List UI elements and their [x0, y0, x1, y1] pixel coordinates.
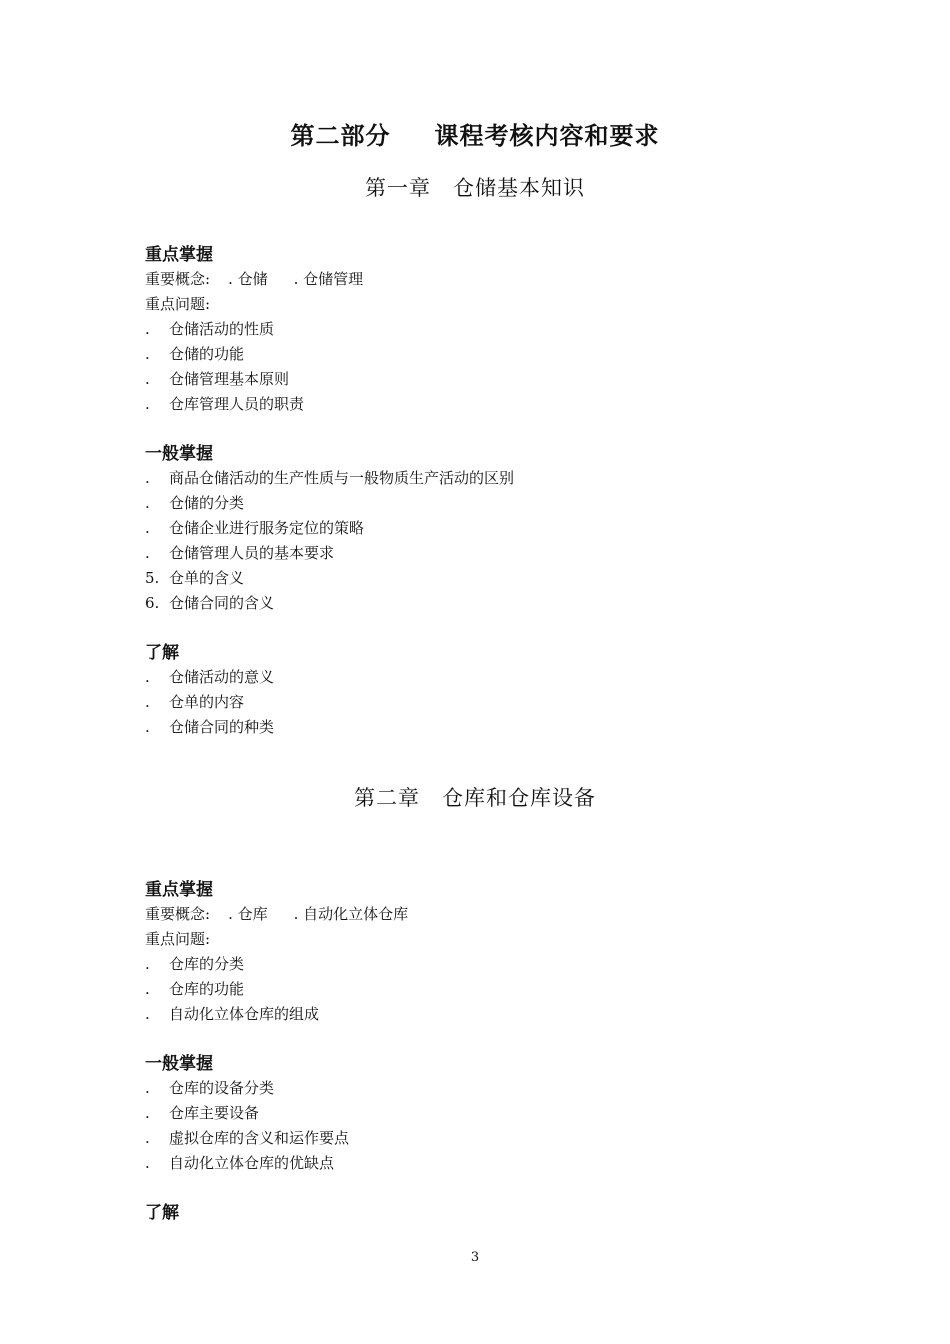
ch2-concept: . 自动化立体仓库 [293, 905, 409, 923]
list-item: 6. 仓储合同的含义 [145, 594, 275, 612]
chapter2-name: 仓库和仓库设备 [442, 786, 596, 810]
list-item: . 仓储企业进行服务定位的策略 [145, 519, 365, 537]
chapter1-name: 仓储基本知识 [453, 176, 585, 200]
ch1-understand-heading: 了解 [145, 643, 179, 663]
list-item: . 仓库的分类 [145, 955, 245, 973]
list-item: . 仓库管理人员的职责 [145, 395, 305, 413]
ch2-concept: . 仓库 [228, 905, 268, 923]
ch2-key-heading: 重点掌握 [145, 880, 213, 900]
list-item: . 仓库的功能 [145, 980, 245, 998]
page-number: 3 [470, 1250, 480, 1265]
list-item: . 仓储管理基本原则 [145, 370, 290, 388]
list-item: . 仓储的功能 [145, 345, 245, 363]
list-item: . 自动化立体仓库的优缺点 [145, 1154, 335, 1172]
ch1-issues-label: 重点问题: [145, 295, 211, 313]
list-item: . 虚拟仓库的含义和运作要点 [145, 1129, 350, 1147]
ch2-understand-heading: 了解 [145, 1203, 179, 1223]
chapter1-label: 第一章 [365, 176, 431, 200]
list-item: . 仓库的设备分类 [145, 1079, 275, 1097]
ch1-concept: . 仓储管理 [293, 270, 364, 288]
ch1-concepts-label: 重要概念: [145, 270, 211, 288]
list-item: . 仓库主要设备 [145, 1104, 260, 1122]
part-title [0, 116, 950, 151]
ch2-concepts-line [145, 903, 408, 924]
chapter2-label: 第二章 [354, 786, 420, 810]
list-item: 5. 仓单的含义 [145, 569, 245, 587]
ch2-general-heading: 一般掌握 [145, 1054, 213, 1074]
chapter2-title [0, 782, 950, 812]
list-item: . 仓储的分类 [145, 494, 245, 512]
chapter1-title [0, 172, 950, 202]
ch2-concepts-label: 重要概念: [145, 905, 211, 923]
ch1-general-heading: 一般掌握 [145, 444, 213, 464]
ch1-concepts-line [145, 268, 363, 289]
part-name: 课程考核内容和要求 [434, 122, 660, 150]
ch1-key-heading: 重点掌握 [145, 245, 213, 265]
ch1-concept: . 仓储 [228, 270, 268, 288]
list-item: . 仓储活动的意义 [145, 668, 275, 686]
list-item: . 仓储合同的种类 [145, 718, 275, 736]
list-item: . 仓储活动的性质 [145, 320, 275, 338]
list-item: . 商品仓储活动的生产性质与一般物质生产活动的区别 [145, 469, 515, 487]
part-label: 第二部分 [290, 122, 391, 150]
list-item: . 仓单的内容 [145, 693, 245, 711]
list-item: . 仓储管理人员的基本要求 [145, 544, 335, 562]
list-item: . 自动化立体仓库的组成 [145, 1005, 320, 1023]
ch2-issues-label: 重点问题: [145, 930, 211, 948]
